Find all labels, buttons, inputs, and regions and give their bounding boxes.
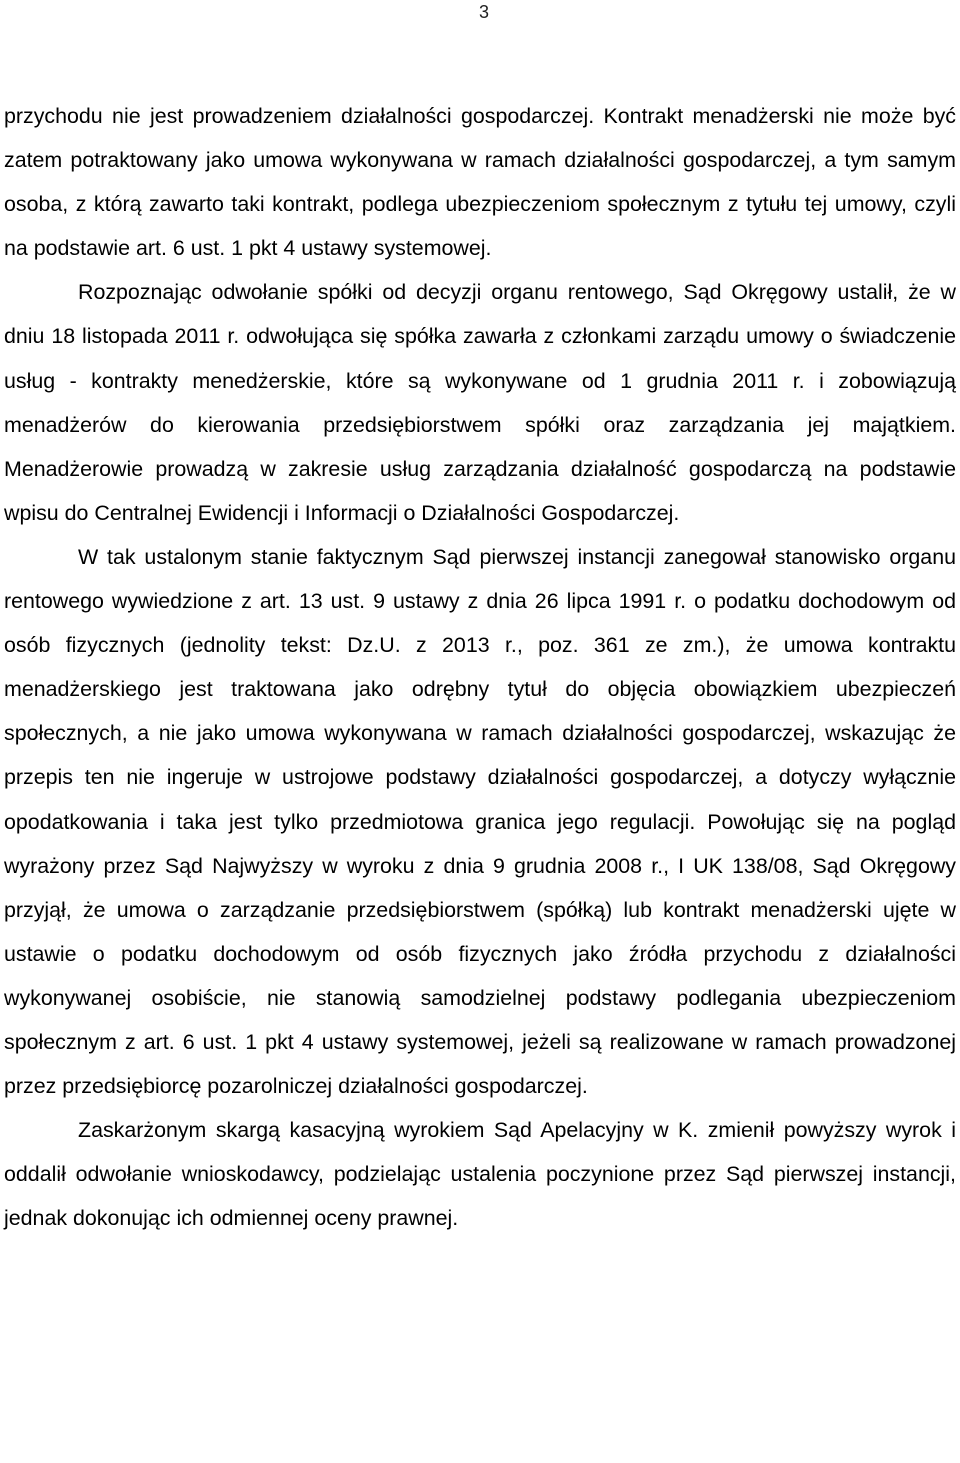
document-body xyxy=(4,94,956,1240)
paragraph-1: przychodu nie jest prowadzeniem działalności gospodarczej. Kontrakt menadżerski nie może być zatem potraktowany jako umowa wykonywana w ramach działalności gospodarczej, a tym samym osoba, z którą zawarto taki kontrakt, podlega ubezpieczeniom społecznym z tytułu tej umowy, czyli na podstawie art. 6 ust. 1 pkt 4 ustawy systemowej. xyxy=(4,104,956,261)
page-number-text: 3 xyxy=(478,2,489,22)
paragraph-2: Rozpoznając odwołanie spółki od decyzji organu rentowego, Sąd Okręgowy ustalił, że w dniu 18 listopada 2011 r. odwołująca się spółka zawarła z członkami zarządu umowy o świadczenie usług - kontrakty menedżerskie, które są wykonywane od 1 grudnia 2011 r. i zobowiązują menadżerów do kierowania przedsiębiorstwem spółki oraz zarządzania jej majątkiem. Menadżerowie prowadzą w zakresie usług zarządzania działalność gospodarczą na podstawie wpisu do Centralnej Ewidencji i Informacji o Działalności Gospodarczej. xyxy=(4,280,956,525)
page-number xyxy=(0,0,960,24)
paragraph-4: Zaskarżonym skargą kasacyjną wyrokiem Sąd Apelacyjny w K. zmienił powyższy wyrok i oddalił odwołanie wnioskodawcy, podzielając ustalenia poczynione przez Sąd pierwszej instancji, jednak dokonując ich odmiennej oceny prawnej. xyxy=(4,1118,956,1231)
paragraph-3: W tak ustalonym stanie faktycznym Sąd pierwszej instancji zanegował stanowisko organu rentowego wywiedzione z art. 13 ust. 9 ustawy z dnia 26 lipca 1991 r. o podatku dochodowym od osób fizycznych (jednolity tekst: Dz.U. z 2013 r., poz. 361 ze zm.), że umowa kontraktu menadżerskiego jest traktowana jako odrębny tytuł do objęcia obowiązkiem ubezpieczeń społecznych, a nie jako umowa wykonywana w ramach działalności gospodarczej, wskazując że przepis ten nie ingeruje w ustrojowe podstawy działalności gospodarczej, a dotyczy wyłącznie opodatkowania i taka jest tylko przedmiotowa granica jego regulacji. Powołując się na pogląd wyrażony przez Sąd Najwyższy w wyroku z dnia 9 grudnia 2008 r., I UK 138/08, Sąd Okręgowy przyjął, że umowa o zarządzanie przedsiębiorstwem (spółką) lub kontrakt menadżerski ujęte w ustawie o podatku dochodowym od osób fizycznych jako źródła przychodu z działalności wykonywanej osobiście, nie stanowią samodzielnej podstawy podlegania ubezpieczeniom społecznym z art. 6 ust. 1 pkt 4 ustawy systemowej, jeżeli są realizowane w ramach prowadzonej przez przedsiębiorcę pozarolniczej działalności gospodarczej. xyxy=(4,544,956,1099)
